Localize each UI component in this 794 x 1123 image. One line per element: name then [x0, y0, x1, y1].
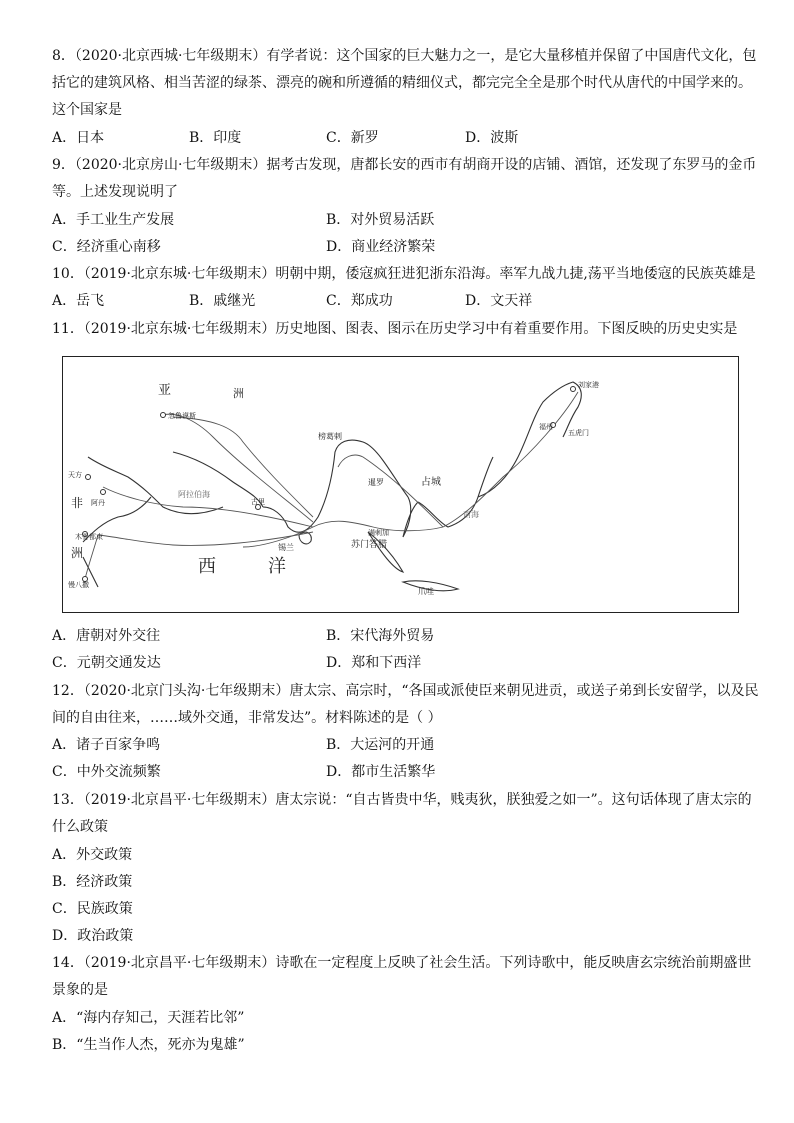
map-label-asia-1: 亚 [158, 383, 172, 398]
question-12-line-1: 12．（2020·北京门头沟·七年级期末）唐太宗、高宗时，“各国或派使臣来朝见进贡，或送子弟到长安留学，以及民 [52, 683, 759, 699]
question-14-option-a[interactable]: A．“海内存知己，天涯若比邻” [52, 1010, 245, 1026]
map-label-south-sea: 南海 [463, 510, 479, 519]
question-9-option-c[interactable]: C．经济重心南移 [52, 239, 161, 255]
map-label-siam: 暹罗 [368, 478, 384, 487]
question-10-option-c[interactable]: C．郑成功 [326, 293, 393, 309]
question-12-line-2: 间的自由往来，……域外交通，非常发达”。材料陈述的是（ ） [52, 710, 442, 726]
question-10-option-d[interactable]: D．文天祥 [465, 293, 533, 309]
port-markers [83, 387, 576, 582]
map-label-west-ocean-1: 西 [198, 556, 216, 577]
map-label-arabian-sea: 阿拉伯海 [178, 490, 210, 499]
map-label-africa-2: 洲 [71, 546, 84, 560]
question-9-option-a[interactable]: A．手工业生产发展 [52, 212, 175, 228]
coastlines [83, 382, 581, 591]
map-label-champa: 占城 [421, 477, 441, 488]
voyage-map [63, 357, 738, 612]
question-11-option-c[interactable]: C．元朝交通发达 [52, 655, 161, 671]
map-label-fuzhou: 福州 [539, 423, 553, 431]
map-label-west-ocean-2: 洋 [268, 556, 286, 577]
voyage-routes [85, 392, 578, 579]
question-13-option-d[interactable]: D．政治政策 [52, 928, 134, 944]
question-14-line-2: 景象的是 [52, 982, 108, 998]
map-label-mombasa: 慢八撒 [68, 581, 89, 589]
map-label-sumatra: 苏门答腊 [351, 540, 388, 550]
question-9-option-b[interactable]: B．对外贸易活跃 [326, 212, 435, 228]
question-8-option-c[interactable]: C．新罗 [326, 130, 379, 146]
question-11-line-1: 11．（2019·北京东城·七年级期末）历史地图、图表、图示在历史学习中有着重要作用。下图反映的历史史实是 [52, 321, 738, 337]
map-label-hormuz: 忽鲁谟斯 [168, 412, 196, 420]
map-label-java: 爪哇 [418, 587, 434, 596]
question-11-option-d[interactable]: D．郑和下西洋 [326, 655, 422, 671]
voyage-map-figure [62, 356, 739, 613]
question-10-line-1: 10．（2019·北京东城·七年级期末）明朝中期，倭寇疯狂进犯浙东沿海。率军九战九捷,荡平当地倭寇的民族英雄是 [52, 266, 756, 282]
question-12-option-b[interactable]: B．大运河的开通 [326, 737, 435, 753]
map-label-wuhumen: 五虎门 [568, 429, 589, 437]
question-11-option-b[interactable]: B．宋代海外贸易 [326, 628, 435, 644]
map-label-ceylon: 锡兰 [278, 543, 294, 552]
question-9-line-2: 等。上述发现说明了 [52, 184, 178, 200]
question-14-line-1: 14．（2019·北京昌平·七年级期末）诗歌在一定程度上反映了社会生活。下列诗歌中，能反映唐玄宗统治前期盛世 [52, 955, 752, 971]
question-13-option-a[interactable]: A．外交政策 [52, 847, 133, 863]
map-label-mecca: 天方 [68, 471, 82, 479]
question-8-option-a[interactable]: A．日本 [52, 130, 105, 146]
question-12-option-d[interactable]: D．都市生活繁华 [326, 764, 436, 780]
question-8-option-d[interactable]: D．波斯 [465, 130, 519, 146]
question-9-line-1: 9．（2020·北京房山·七年级期末）据考古发现，唐都长安的西市有胡商开设的店铺、酒馆，还发现了东罗马的金币 [52, 157, 757, 173]
question-14-option-b[interactable]: B．“生当作人杰，死亦为鬼雄” [52, 1037, 245, 1053]
question-13-option-c[interactable]: C．民族政策 [52, 901, 133, 917]
map-label-mogadishu: 木骨都束 [75, 533, 103, 541]
question-8-line-1: 8．（2020·北京西城·七年级期末）有学者说：这个国家的巨大魅力之一，是它大量移植并保留了中国唐代文化，包 [52, 48, 757, 64]
question-12-option-a[interactable]: A．诸子百家争鸣 [52, 737, 161, 753]
question-12-option-c[interactable]: C．中外交流频繁 [52, 764, 161, 780]
question-13-line-2: 什么政策 [52, 819, 108, 835]
map-labels [68, 380, 599, 596]
map-label-bengal: 榜葛剌 [318, 432, 342, 441]
map-label-asia-2: 洲 [233, 387, 244, 400]
question-10-option-b[interactable]: B．戚继光 [189, 293, 256, 309]
map-label-liujiagang: 刘家港 [578, 381, 599, 389]
map-label-aden: 阿丹 [91, 499, 105, 507]
question-10-option-a[interactable]: A．岳飞 [52, 293, 105, 309]
map-label-africa-1: 非 [71, 496, 84, 510]
map-label-calicut: 古里 [251, 498, 265, 506]
question-13-option-b[interactable]: B．经济政策 [52, 874, 133, 890]
question-8-option-b[interactable]: B．印度 [189, 130, 242, 146]
question-9-option-d[interactable]: D．商业经济繁荣 [326, 239, 436, 255]
question-8-line-2: 括它的建筑风格、相当苦涩的绿茶、漂亮的碗和所遵循的精细仪式，都完完全全是那个时代从唐代的中国学来的。 [52, 75, 752, 91]
question-8-line-3: 这个国家是 [52, 102, 122, 118]
question-11-option-a[interactable]: A．唐朝对外交往 [52, 628, 161, 644]
question-13-line-1: 13．（2019·北京昌平·七年级期末）唐太宗说：“自古皆贵中华，贱夷狄，朕独爱之如一”。这句话体现了唐太宗的 [52, 792, 752, 808]
map-label-malacca: 满剌加 [368, 529, 389, 537]
